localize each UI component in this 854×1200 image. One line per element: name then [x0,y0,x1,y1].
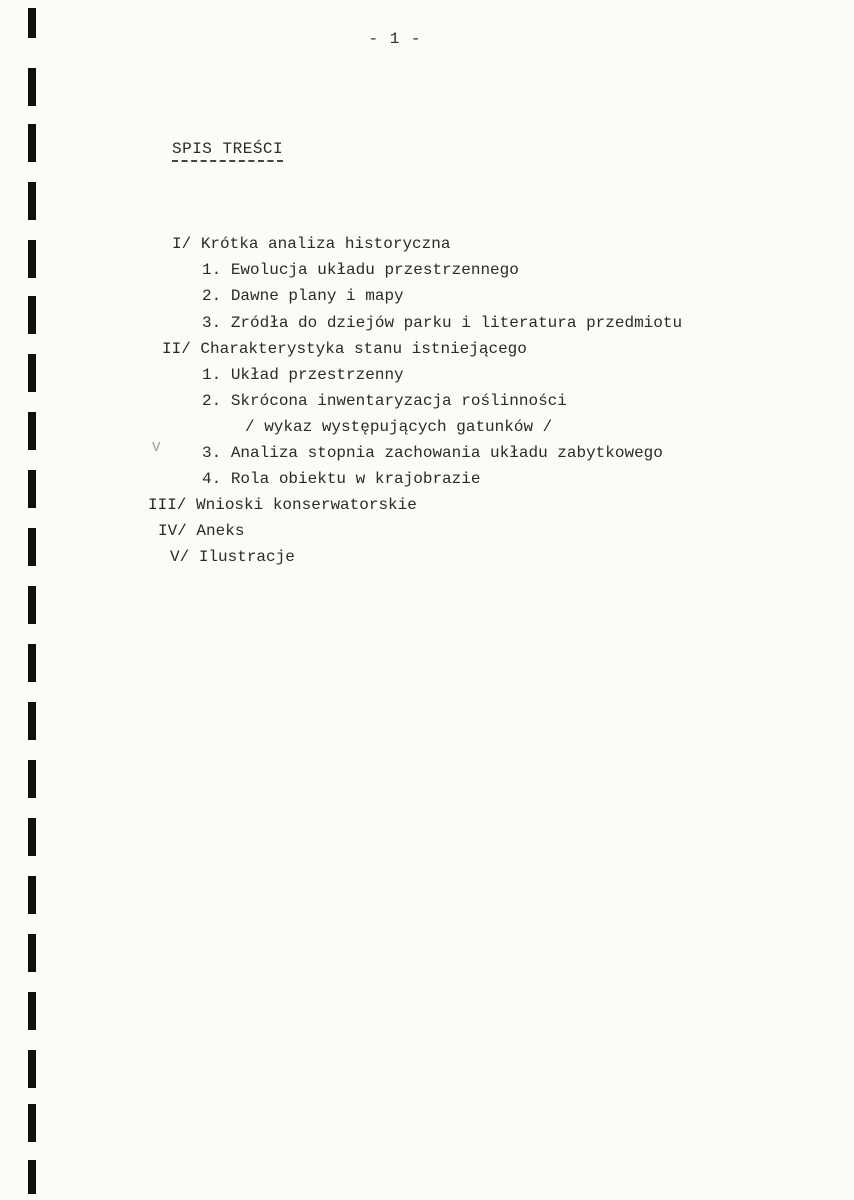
toc-item [202,312,682,334]
binding-bar [28,1104,36,1142]
item-text: Analiza stopnia zachowania układu zabytkowego [230,444,663,462]
item-text: Zródła do dziejów parku i literatura przedmiotu [230,314,683,332]
toc-item [202,390,567,412]
binding-bar [28,470,36,508]
binding-bar [28,68,36,106]
section-title: Krótka analiza historyczna [200,235,451,253]
binding-bar [28,8,36,38]
binding-bar [28,586,36,624]
section-title: Aneks [196,522,245,540]
toc-item [202,468,480,490]
binding-bar [28,760,36,798]
binding-bar [28,644,36,682]
item-number: 2. [202,287,222,305]
margin-tick-mark: V [152,440,161,456]
toc-item [202,364,404,386]
item-number: 2. [202,392,222,410]
toc-item [202,442,663,464]
toc-item [202,259,519,281]
binding-bar [28,1050,36,1088]
toc-section [162,338,527,360]
toc-section [170,546,295,568]
item-text: / wykaz występujących gatunków / [245,418,553,436]
section-title: Charakterystyka stanu istniejącego [200,340,527,358]
item-number: 3. [202,314,222,332]
binding-bar [28,876,36,914]
binding-bar [28,354,36,392]
section-title: Wnioski konserwatorskie [196,496,417,514]
binding-bar [28,296,36,334]
binding-bar [28,702,36,740]
item-text: Ewolucja układu przestrzennego [230,261,519,279]
toc-item [202,285,404,307]
page-number: - 1 - [368,30,422,48]
section-numeral: IV/ [158,522,187,540]
item-text: Dawne plany i mapy [230,287,404,305]
toc-section [158,520,244,542]
binding-bar [28,992,36,1030]
section-numeral: I/ [172,235,192,253]
toc-title: SPIS TREŚCI [172,140,283,162]
item-text: Układ przestrzenny [230,366,404,384]
item-number: 4. [202,470,222,488]
item-text: Rola obiektu w krajobrazie [230,470,481,488]
item-number: 3. [202,444,222,462]
binding-bar [28,1160,36,1194]
toc-section [172,233,450,255]
section-numeral: II/ [162,340,191,358]
item-number: 1. [202,366,222,384]
binding-bar [28,412,36,450]
binding-bar [28,528,36,566]
binding-holes [0,0,40,1200]
section-title: Ilustracje [198,548,295,566]
binding-bar [28,124,36,162]
toc-item-continuation [245,416,552,438]
item-number: 1. [202,261,222,279]
binding-bar [28,182,36,220]
binding-bar [28,818,36,856]
item-text: Skrócona inwentaryzacja roślinności [230,392,567,410]
section-numeral: V/ [170,548,190,566]
section-numeral: III/ [148,496,187,514]
binding-bar [28,240,36,278]
toc-section [148,494,417,516]
binding-bar [28,934,36,972]
